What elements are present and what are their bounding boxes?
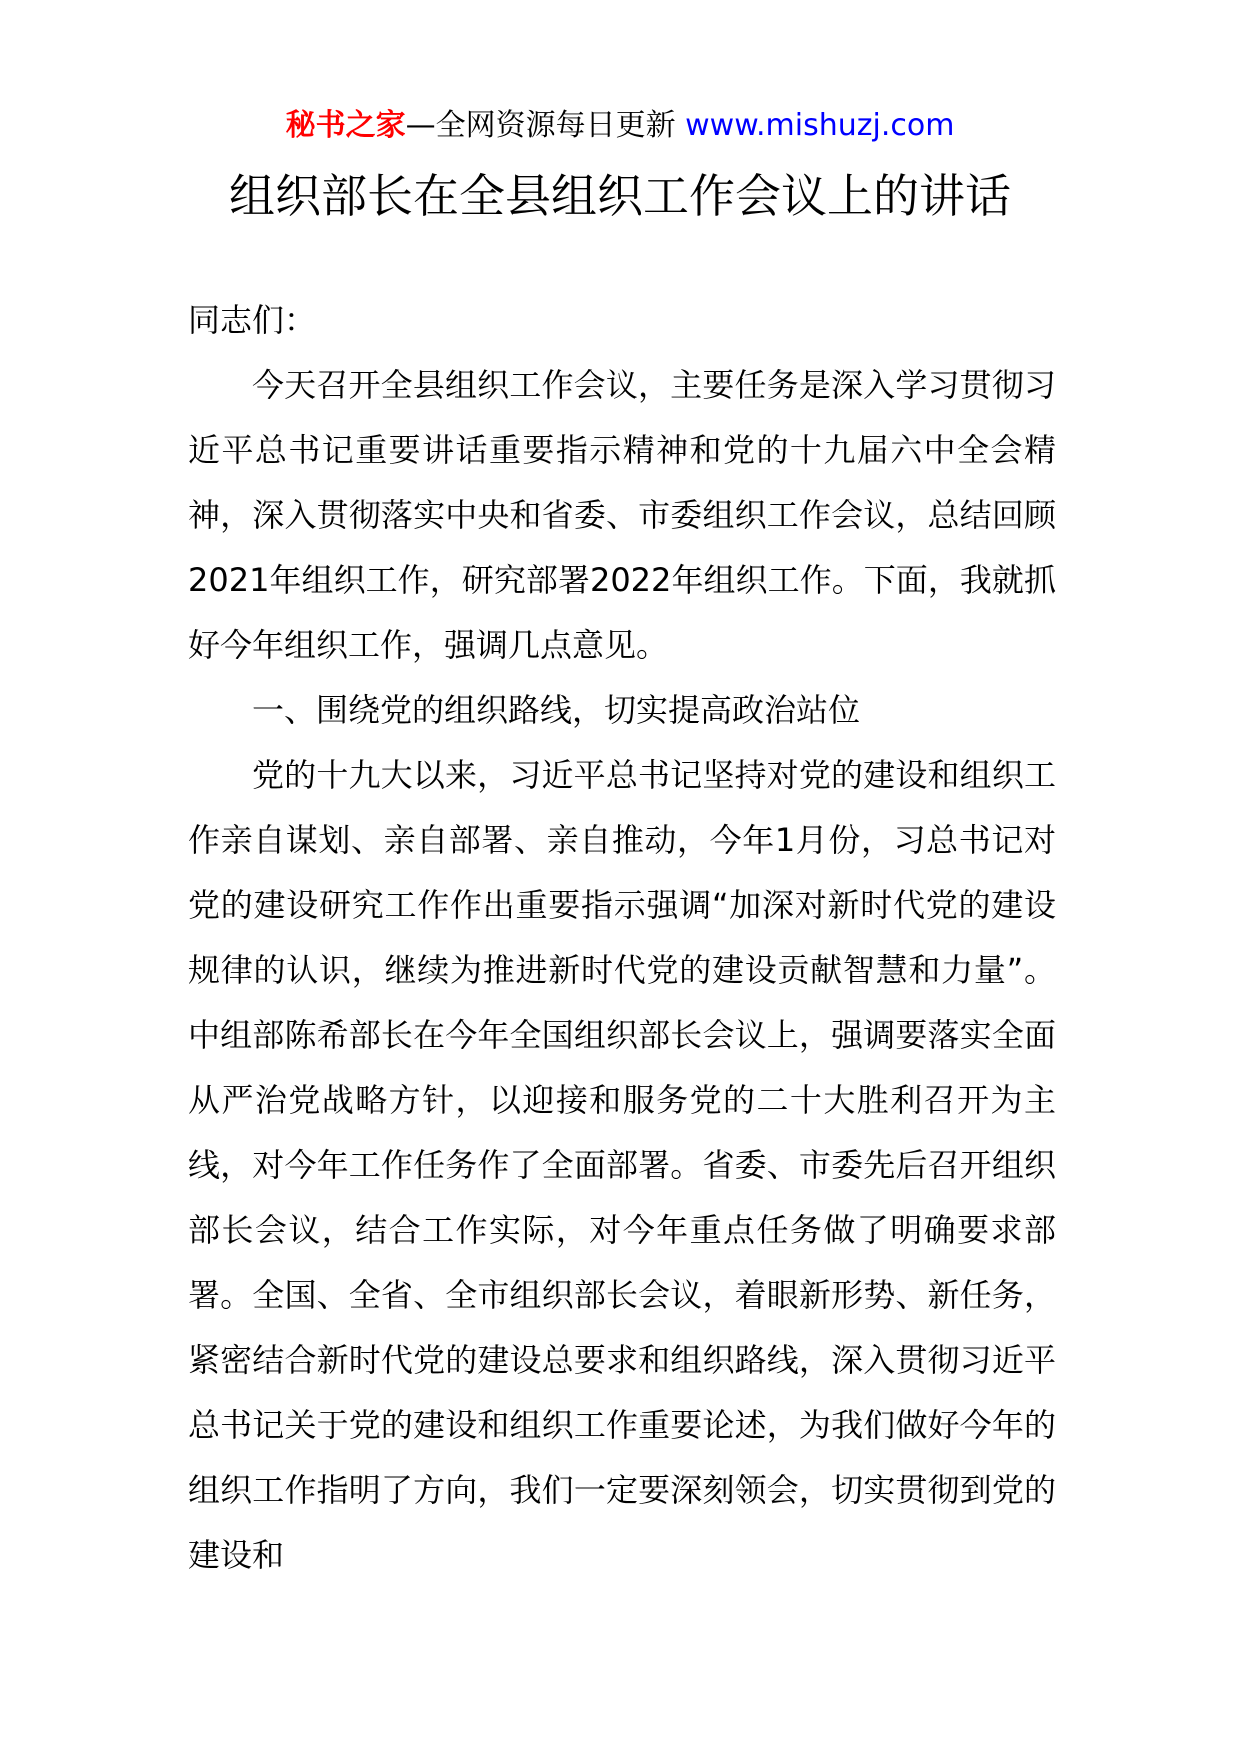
header-slogan: —全网资源每日更新 bbox=[405, 108, 686, 143]
paragraph: 党的十九大以来，习近平总书记坚持对党的建设和组织工作亲自谋划、亲自部署、亲自推动，今年1月份，习总书记对党的建设研究工作作出重要指示强调“加深对新时代党的建设规律的认识，继续为推进新时代党的建设贡献智慧和力量”。中组部陈希部长在今年全国组织部长会议上，强调要落实全面从严治党战略方针，以迎接和服务党的二十大胜利召开为主线，对今年工作任务作了全面部署。省委、市委先后召开组织部长会议，结合工作实际，对今年重点任务做了明确要求部署。全国、全省、全市组织部长会议，着眼新形势、新任务，紧密结合新时代党的建设总要求和组织路线，深入贯彻习近平总书记关于党的建设和组织工作重要论述，为我们做好今年的组织工作指明了方向，我们一定要深刻领会，切实贯彻到党的建设和 bbox=[188, 756, 1056, 1574]
document-body bbox=[188, 288, 1056, 1588]
section-heading: 一、围绕党的组织路线，切实提高政治站位 bbox=[252, 691, 861, 729]
brand-name: 秘书之家 bbox=[285, 108, 406, 143]
document-title: 组织部长在全县组织工作会议上的讲话 bbox=[229, 169, 1011, 223]
site-url-link[interactable]: www.mishuzj.com bbox=[685, 108, 955, 143]
salutation: 同志们： bbox=[188, 301, 317, 339]
paragraph: 今天召开全县组织工作会议，主要任务是深入学习贯彻习近平总书记重要讲话重要指示精神和党的十九届六中全会精神，深入贯彻落实中央和省委、市委组织工作会议，总结回顾2021年组织工作，研究部署2022年组织工作。下面，我就抓好今年组织工作，强调几点意见。 bbox=[188, 366, 1056, 664]
site-header bbox=[0, 104, 1240, 148]
